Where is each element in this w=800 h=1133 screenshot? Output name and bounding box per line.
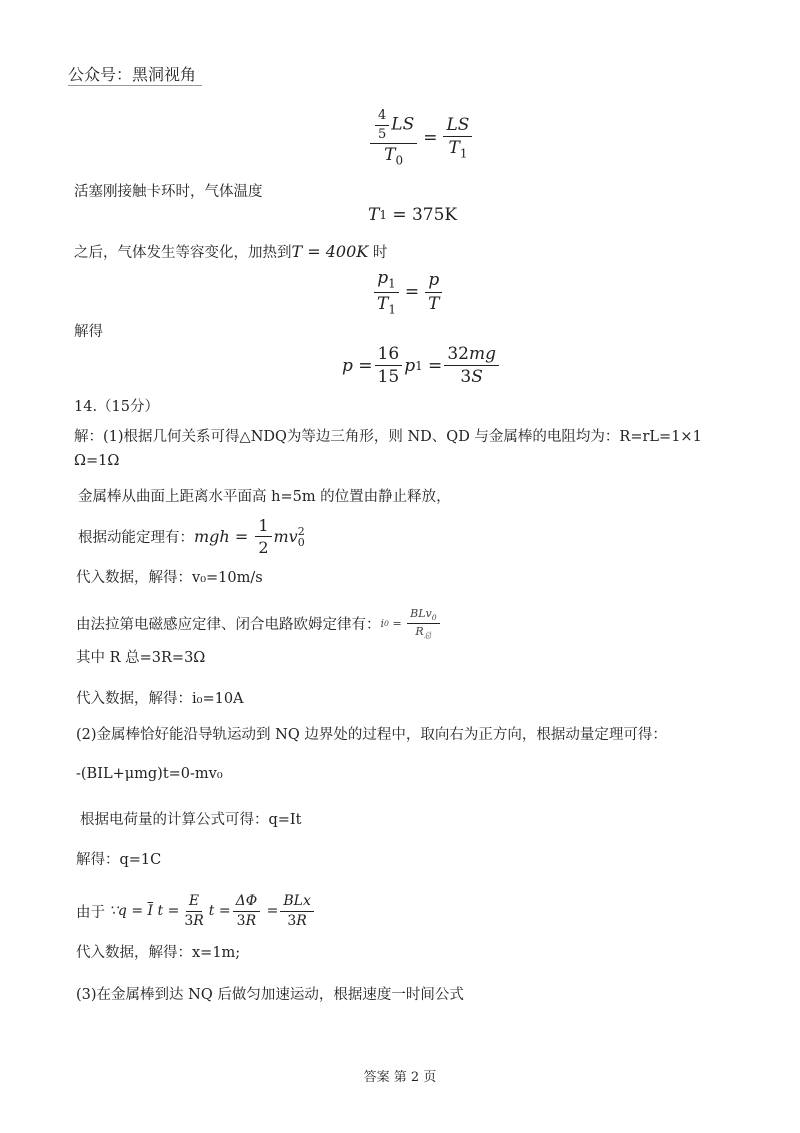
solution-line-1b: Ω=1Ω (74, 453, 120, 469)
equation-isochoric: $\frac{p_1}{T_1}$ = $\frac{p}{T}$ (372, 268, 445, 316)
solution-line-14: (3)在金属棒到达 NQ 后做匀加速运动，根据速度一时间公式 (76, 987, 464, 1003)
page-footer: 答案 第 2 页 (363, 1070, 437, 1085)
equation-pressure-result: p = $\frac{16}{15}$ p 1 = $\frac{32mg}{3S}$ (342, 344, 501, 388)
section-14-heading: 14.（15分） (74, 399, 160, 415)
solution-line-4: 代入数据，解得：v₀=10m/s (76, 570, 263, 586)
solution-line-11: 解得：q=1C (76, 852, 162, 868)
text-line-1: 活塞刚接触卡环时，气体温度 (74, 184, 263, 200)
solution-line-3: 根据动能定理有： mgh = $\frac{1}{2}$ mv 2 0 (78, 516, 305, 558)
equation-charge: ∵q = $\overline{I}$ t = $\frac{E}{3R}$ t = $\frac{\Delta\Phi}{3R}$ = $\frac{\text{BLx}}{3R}$ (109, 893, 316, 930)
watermark: 公众号：黑洞视角 (68, 62, 202, 86)
text-line-3: 解得 (74, 324, 103, 340)
equation-kinetic-energy: mgh = $\frac{1}{2}$ mv 2 0 (194, 516, 305, 558)
solution-line-7: 代入数据，解得：i₀=10A (76, 691, 244, 707)
solution-line-1a: 解：(1)根据几何关系可得△NDQ为等边三角形，则 ND、QD 与金属棒的电阻均为：R=rL=1×1 (74, 429, 702, 445)
solution-line-5: 由法拉第电磁感应定律、闭合电路欧姆定律有： i 0 = $\frac{BLv_0}{R_总}$ (76, 607, 442, 641)
text-line-2: 之后，气体发生等容变化，加热到T = 400K 时 (74, 242, 388, 261)
solution-line-2: 金属棒从曲面上距离水平面高 h=5m 的位置由静止释放， (78, 489, 451, 505)
solution-line-12: 由于 ∵q = $\overline{I}$ t = $\frac{E}{3R}$ t = $\frac{\Delta\Phi}{3R}$ = $\frac{\text{BLx}}{3R}$ (76, 893, 316, 930)
solution-line-6: 其中 R 总=3R=3Ω (76, 650, 206, 666)
solution-line-9: -(BIL+μmg)t=0-mv₀ (76, 766, 223, 782)
solution-line-13: 代入数据，解得：x=1m; (76, 945, 241, 961)
equation-gas-law-1: $\frac{4}{5}$ LS $T_0$ = $\frac{LS}{T_1}$ (368, 108, 474, 168)
equation-t1: T 1 = 375K (368, 205, 458, 225)
solution-line-10: 根据电荷量的计算公式可得：q=It (80, 812, 302, 828)
solution-line-8: (2)金属棒恰好能沿导轨运动到 NQ 边界处的过程中，取向右为正方向，根据动量定理可得： (76, 727, 667, 743)
equation-induced-current: i 0 = $\frac{BLv_0}{R_总}$ (381, 607, 442, 641)
